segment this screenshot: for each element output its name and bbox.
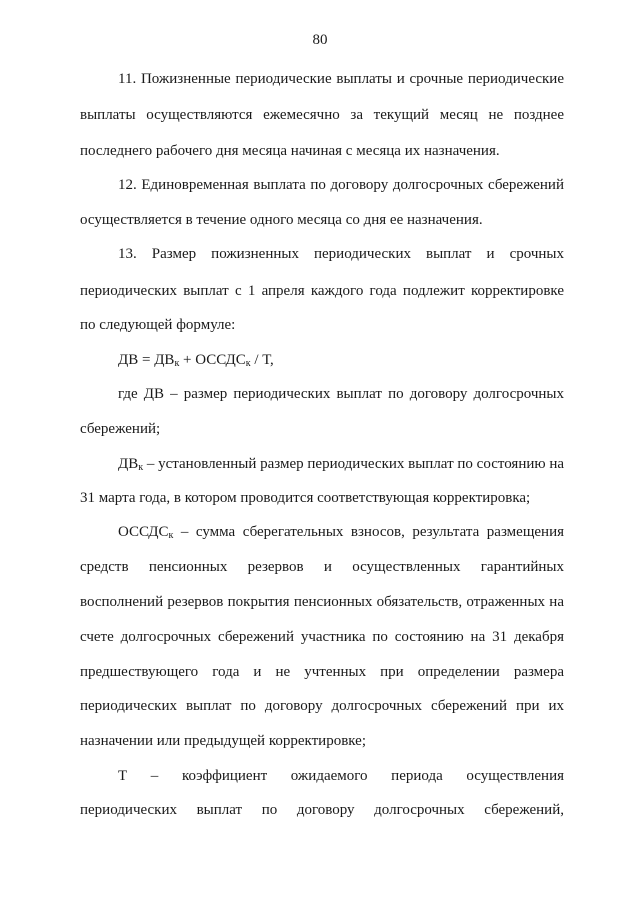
paragraph-13-line-3: по следующей формуле: (80, 317, 236, 333)
formula: ДВ = $ДВ_к$ + $ОССДС_к$ / Т, (118, 352, 274, 369)
page-number: 80 (312, 32, 328, 48)
paragraph-11-line-2: выплаты осуществляются ежемесячно за текущий месяц не позднее (80, 107, 564, 123)
paragraph-11-line-3: последнего рабочего дня месяца начиная с месяца их назначения. (80, 143, 500, 159)
definition-ossds-line-2: средств пенсионных резервов и осуществленных гарантийных (80, 559, 564, 575)
paragraph-13-line-2: периодических выплат с 1 апреля каждого года подлежит корректировке (80, 283, 564, 299)
definition-t-line-1: Т – коэффициент ожидаемого периода осуществления (118, 768, 564, 784)
definition-ossds-line-7: назначении или предыдущей корректировке; (80, 733, 367, 749)
definition-dv-line-2: сбережений; (80, 421, 161, 437)
paragraph-12-line-2: осуществляется в течение одного месяца со дня ее назначения. (80, 212, 483, 228)
definition-dv-line-1: где ДВ – размер периодических выплат по договору долгосрочных (118, 386, 564, 402)
definition-ossds-line-5: предшествующего года и не учтенных при определении размера (80, 664, 564, 680)
definition-dvk-line-2: 31 марта года, в котором проводится соответствующая корректировка; (80, 490, 531, 506)
paragraph-13-line-1: 13. Размер пожизненных периодических выплат и срочных (118, 246, 564, 262)
definition-t-line-2: периодических выплат по договору долгосрочных сбережений, (80, 802, 564, 818)
definition-ossds-line-6: периодических выплат по договору долгосрочных сбережений при их (80, 698, 564, 714)
definition-ossds-line-4: счете долгосрочных сбережений участника по состоянию на 31 декабря (80, 629, 564, 645)
paragraph-12-line-1: 12. Единовременная выплата по договору долгосрочных сбережений (118, 177, 564, 193)
paragraph-11-line-1: 11. Пожизненные периодические выплаты и срочные периодические (118, 71, 564, 87)
definition-dvk-line-1: $ДВ_к$ – установленный размер периодических выплат по состоянию на (118, 456, 565, 473)
definition-ossds-line-1: $ОССДС_к$ – сумма сберегательных взносов, результата размещения (118, 524, 564, 541)
definition-ossds-line-3: восполнений резервов покрытия пенсионных обязательств, отраженных на (80, 594, 564, 610)
